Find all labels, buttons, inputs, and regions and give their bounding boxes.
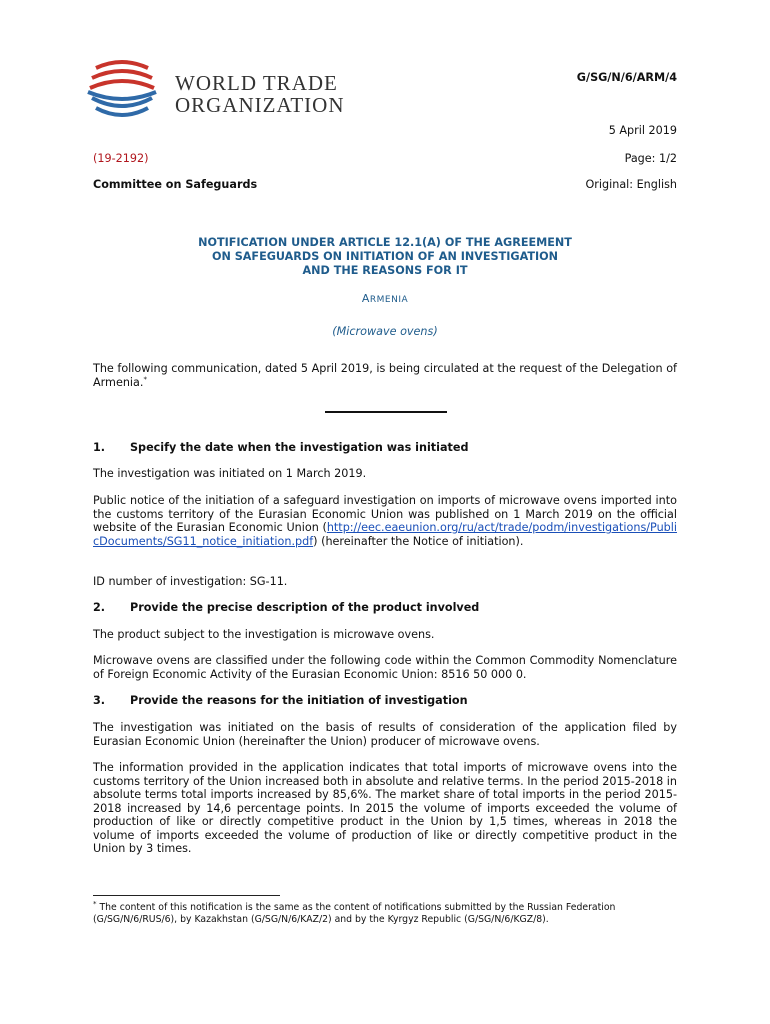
- footnote-text: The content of this notification is the same as the content of notifications submitted by the Russian Federation (G/SG/N/6/RUS/6), by Kazakhstan (G/SG/N/6/KAZ/2) and by the Kyrgyz Republic (G/SG/N/6/KGZ/8).: [93, 902, 616, 925]
- original-language: Original: English: [585, 178, 677, 191]
- wto-globe-icon: [82, 58, 166, 120]
- org-name-line1: WORLD TRADE: [175, 71, 338, 95]
- section-1-heading: [93, 441, 677, 455]
- notice-link[interactable]: http://eec.eaeunion.org/ru/act/trade/podm/investigations/PublicDocuments/SG11_notice_initiation.pdf: [93, 521, 677, 548]
- section-1-paragraph-2: [93, 494, 677, 548]
- section-1-paragraph-3: ID number of investigation: SG-11.: [93, 575, 288, 588]
- wto-logo: [82, 58, 345, 120]
- footnote-number: *: [93, 899, 97, 908]
- document-symbol: G/SG/N/6/ARM/4: [576, 71, 677, 84]
- title-line-2: ON SAFEGUARDS ON INITIATION OF AN INVESTIGATION: [211, 250, 559, 263]
- footnote: [93, 899, 653, 926]
- intro-paragraph: [93, 362, 677, 389]
- country-rest: RMENIA: [369, 295, 409, 305]
- notice-text-before: Public notice of the initiation of a safeguard investigation on imports of microwave ovens imported into the customs territory of the Eurasian Economic Union was published on 1 March 2019 on the official website of the Eurasian Economic Union (: [93, 494, 677, 534]
- section-2-number: 2.: [93, 601, 106, 614]
- section-3-number: 3.: [93, 694, 106, 707]
- title-line-1: NOTIFICATION UNDER ARTICLE 12.1(A) OF THE AGREEMENT: [198, 236, 572, 249]
- section-3-paragraph-2: The information provided in the application indicates that total imports of microwave ovens into the customs territory of the Union increased both in absolute and relative terms. In the period 2015-2018 in absolute terms total imports increased by 85,6%. The market share of total imports in the period 2015-2018 increased by 14,6 percentage points. In 2015 the volume of imports exceeded the volume of production of like or directly competitive product in the Union by 1,5 times, whereas in 2018 the volume of imports exceeded the volume of production of like or directly competitive product in the Union by 3 times.: [93, 761, 677, 855]
- section-1-number: 1.: [93, 441, 106, 454]
- document-title: [93, 236, 677, 278]
- committee-name: Committee on Safeguards: [93, 178, 258, 191]
- intro-text: The following communication, dated 5 April 2019, is being circulated at the request of the Delegation of Armenia.: [93, 362, 677, 389]
- section-1-title: Specify the date when the investigation was initiated: [130, 441, 469, 454]
- product-subtitle: (Microwave ovens): [332, 325, 438, 338]
- title-line-3: AND THE REASONS FOR IT: [302, 264, 468, 277]
- notice-text-after: ) (hereinafter the Notice of initiation).: [313, 534, 524, 548]
- document-date: 5 April 2019: [608, 124, 677, 137]
- page-number: Page: 1/2: [624, 152, 677, 165]
- section-3-heading: [93, 694, 677, 708]
- section-2-title: Provide the precise description of the product involved: [130, 601, 480, 614]
- section-3-paragraph-1: The investigation was initiated on the basis of results of consideration of the application filed by Eurasian Economic Union (hereinafter the Union) producer of microwave ovens.: [93, 721, 677, 748]
- section-2-heading: [93, 601, 677, 615]
- country-initial: A: [361, 292, 370, 305]
- org-name-line2: ORGANIZATION: [175, 93, 345, 117]
- country-name: [93, 292, 677, 305]
- section-2-paragraph-1: The product subject to the investigation is microwave ovens.: [93, 628, 435, 641]
- section-2-paragraph-2: Microwave ovens are classified under the following code within the Common Commodity Nomenclature of Foreign Economic Activity of the Eurasian Economic Union: 8516 50 000 0.: [93, 654, 677, 681]
- section-1-paragraph-1: The investigation was initiated on 1 March 2019.: [93, 467, 367, 480]
- separator-rule: [325, 411, 447, 413]
- section-3-title: Provide the reasons for the initiation of investigation: [130, 694, 468, 707]
- footnote-marker[interactable]: *: [143, 374, 147, 383]
- job-number: (19-2192): [93, 152, 149, 165]
- footnote-separator: [93, 895, 280, 896]
